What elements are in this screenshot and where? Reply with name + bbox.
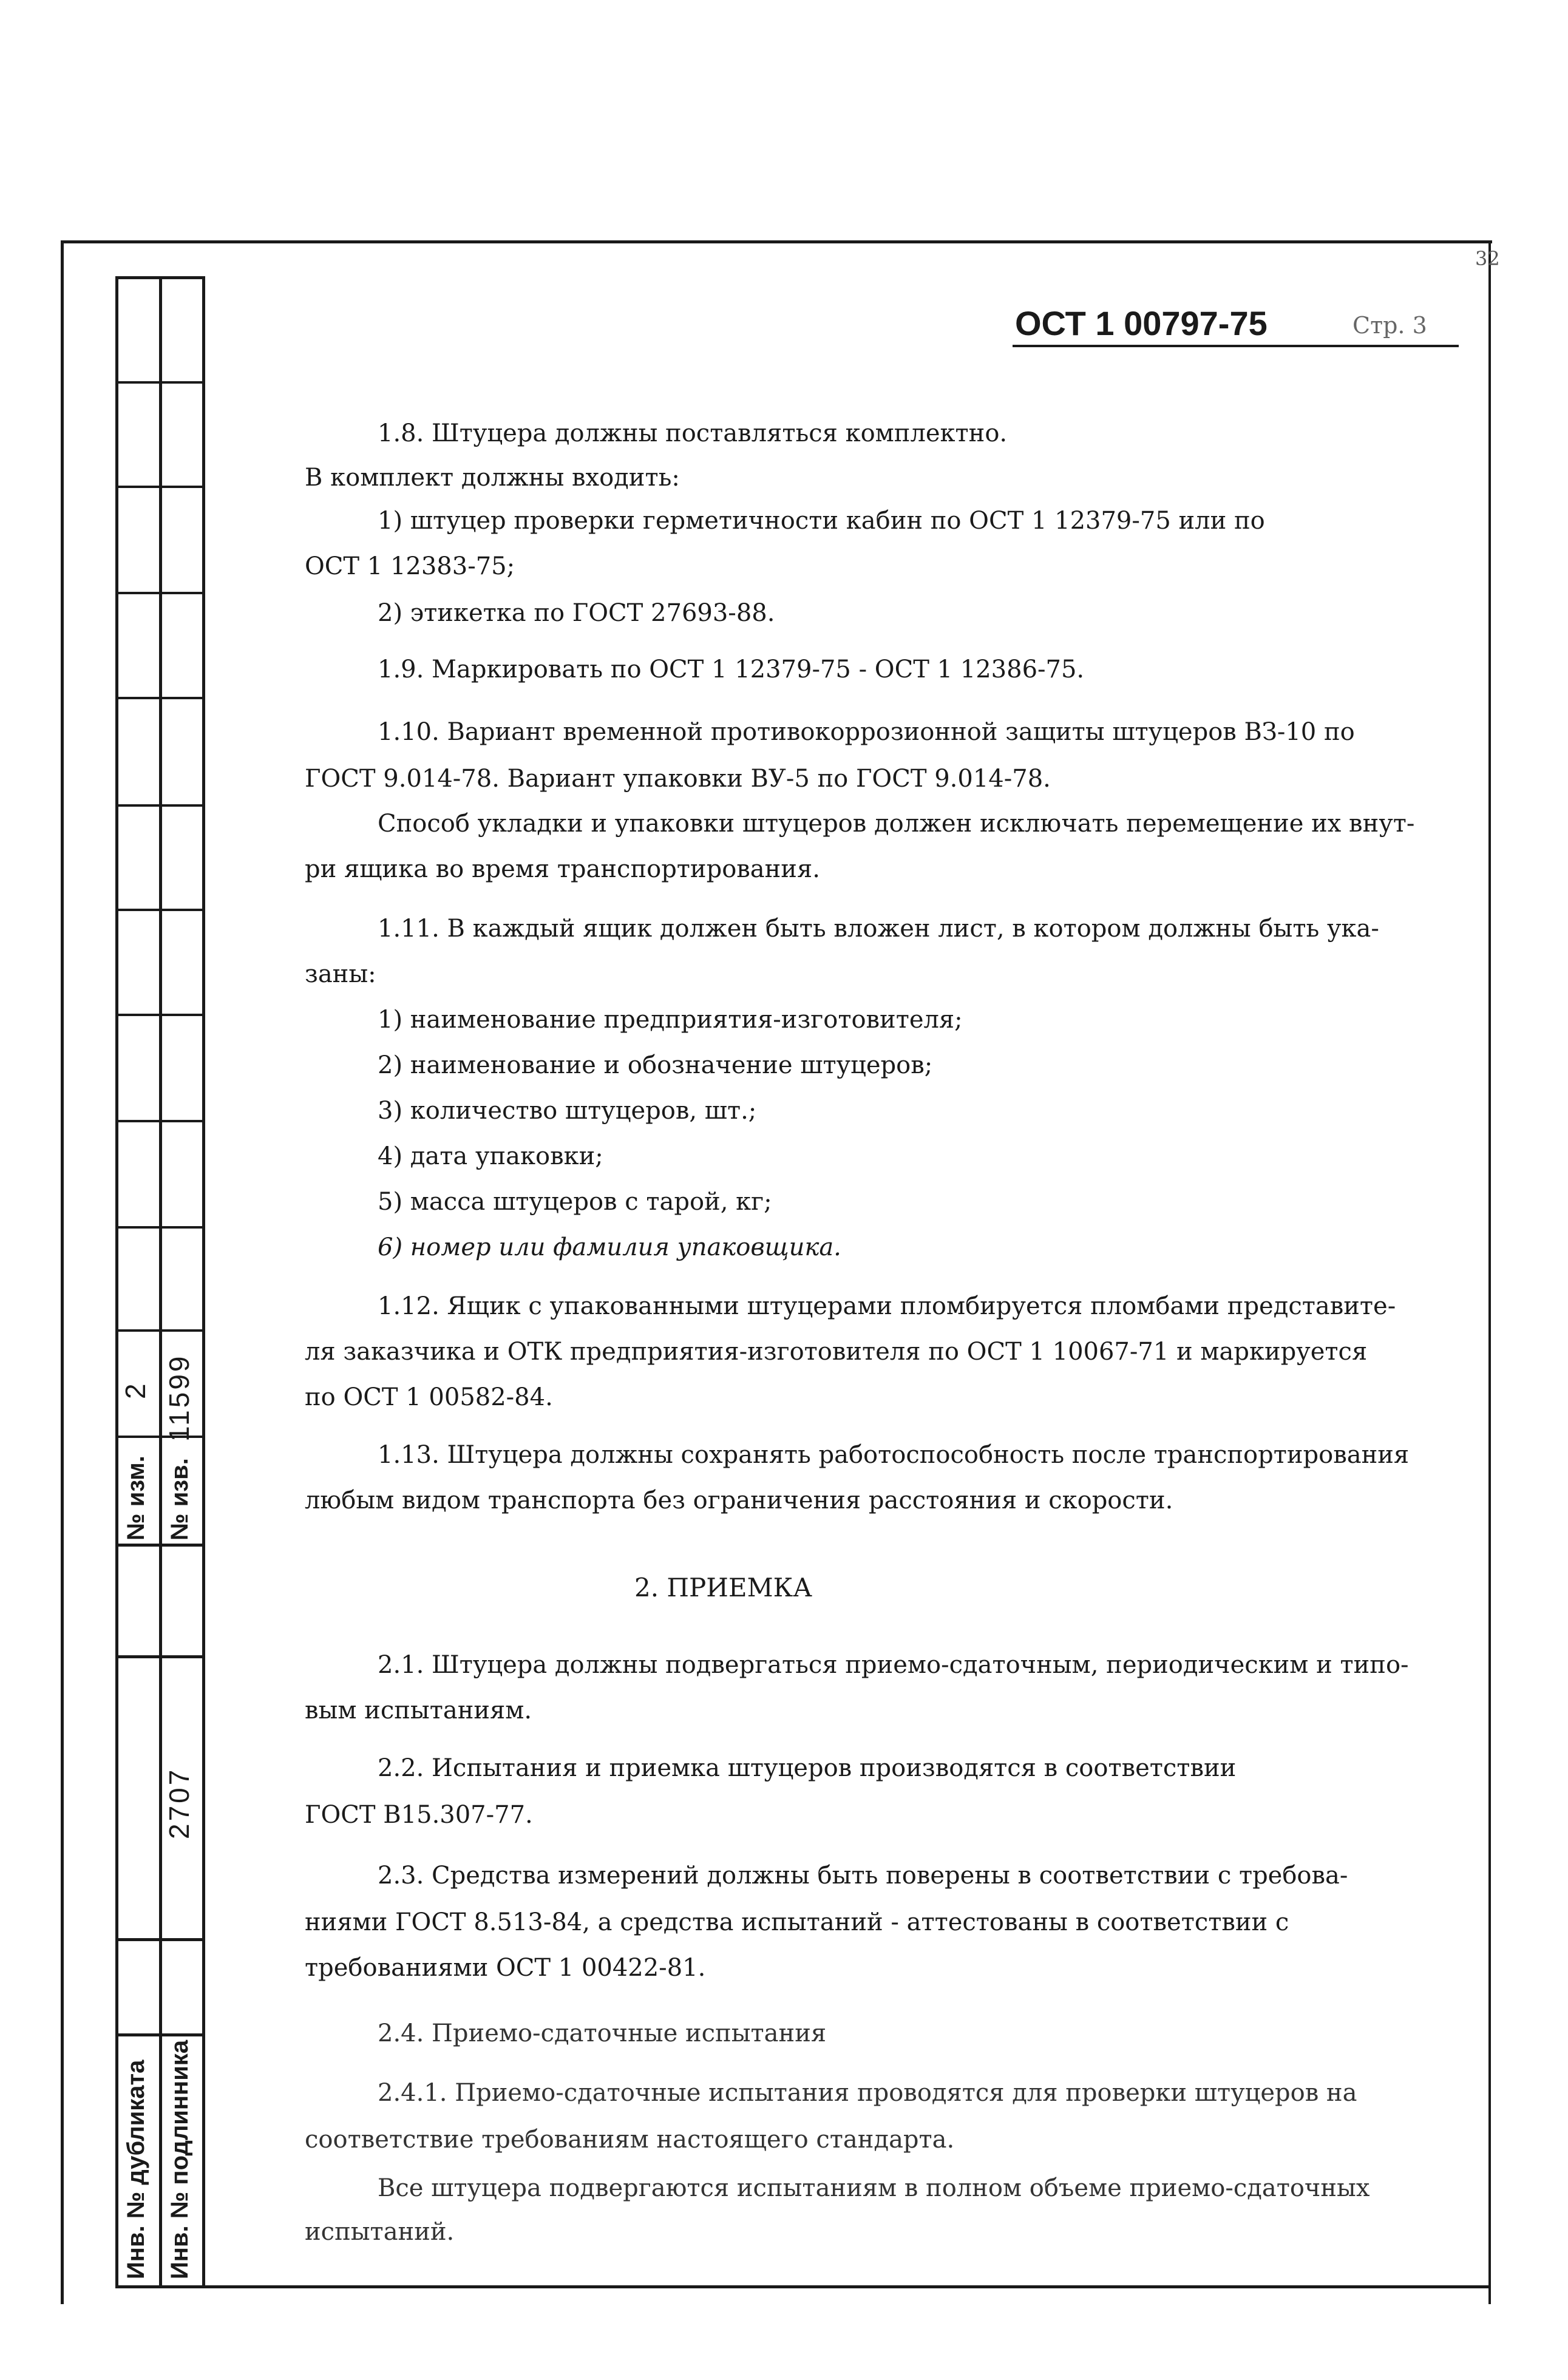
frame-left-border xyxy=(61,240,64,2304)
text-line: 1.11. В каждый ящик должен быть вложен лист, в котором должны быть ука- xyxy=(378,915,1379,943)
text-line: 1.13. Штуцера должны сохранять работоспособность после транспортирования xyxy=(378,1441,1410,1469)
text-line: 2) этикетка по ГОСТ 27693-88. xyxy=(378,599,775,627)
text-line: соответствие требованиям настоящего стандарта. xyxy=(305,2126,955,2154)
page-label: Стр. 3 xyxy=(1352,312,1427,339)
text-line: любым видом транспорта без ограничения расстояния и скорости. xyxy=(305,1487,1173,1514)
stamp-row-5 xyxy=(115,804,205,807)
text-line: 2) наименование и обозначение штуцеров; xyxy=(378,1051,933,1079)
text-line: 2.4. Приемо-сдаточные испытания xyxy=(378,2019,827,2047)
text-line: В комплект должны входить: xyxy=(305,464,680,492)
stamp-top-line xyxy=(115,276,205,279)
stamp-row-13 xyxy=(115,1655,205,1658)
stamp-row-3 xyxy=(115,592,205,594)
text-line: Все штуцера подвергаются испытаниям в полном объеме приемо-сдаточных xyxy=(378,2174,1370,2202)
text-line: ГОСТ В15.307-77. xyxy=(305,1801,533,1829)
header-underline xyxy=(1013,345,1459,347)
stamp-row-4 xyxy=(115,697,205,699)
text-line: ГОСТ 9.014-78. Вариант упаковки ВУ-5 по ГОСТ 9.014-78. xyxy=(305,765,1051,793)
text-line: по ОСТ 1 00582-84. xyxy=(305,1383,553,1411)
text-line: ри ящика во время транспортирования. xyxy=(305,855,820,883)
section-heading: 2. ПРИЕМКА xyxy=(634,1573,812,1602)
corner-page-number: 32 xyxy=(1475,247,1500,270)
text-line: вым испытаниям. xyxy=(305,1697,532,1724)
frame-right-border xyxy=(1488,240,1491,2304)
stamp-row-1 xyxy=(115,381,205,384)
standard-designation: ОСТ 1 00797-75 xyxy=(1015,304,1268,342)
text-line: 4) дата упаковки; xyxy=(378,1142,603,1170)
text-line: 2.4.1. Приемо-сдаточные испытания проводятся для проверки штуцеров на xyxy=(378,2079,1357,2107)
stamp-row-7 xyxy=(115,1014,205,1016)
text-line: 3) количество штуцеров, шт.; xyxy=(378,1097,757,1125)
text-line: 1.8. Штуцера должны поставляться комплектно. xyxy=(378,419,1008,447)
text-line: ОСТ 1 12383-75; xyxy=(305,552,515,580)
stamp-col-line-1 xyxy=(115,276,118,2288)
stamp-row-2 xyxy=(115,486,205,488)
text-line: 5) масса штуцеров с тарой, кг; xyxy=(378,1188,772,1216)
notice-number-value: 11599 xyxy=(163,1354,195,1442)
stamp-row-9 xyxy=(115,1226,205,1229)
change-number-label: № изм. xyxy=(123,1456,149,1541)
stamp-row-12 xyxy=(115,1544,205,1547)
text-line: Способ укладки и упаковки штуцеров должен исключать перемещение их внут- xyxy=(378,810,1415,838)
text-line: 2.2. Испытания и приемка штуцеров производятся в соответствии xyxy=(378,1754,1237,1782)
text-line: 1.9. Маркировать по ОСТ 1 12379-75 - ОСТ 1 12386-75. xyxy=(378,656,1085,683)
frame-bottom-border xyxy=(115,2285,1491,2288)
text-line: 1) наименование предприятия-изготовителя; xyxy=(378,1006,963,1034)
stamp-row-8 xyxy=(115,1120,205,1122)
text-line: требованиями ОСТ 1 00422-81. xyxy=(305,1954,706,1982)
notice-number-label: № изв. xyxy=(166,1458,193,1541)
original-inventory-label: Инв. № подлинника xyxy=(166,2039,193,2279)
text-line: ля заказчика и ОТК предприятия-изготовителя по ОСТ 1 10067-71 и маркируется xyxy=(305,1338,1368,1366)
text-line: 2.1. Штуцера должны подвергаться приемо-сдаточным, периодическим и типо- xyxy=(378,1651,1409,1679)
stamp-row-14 xyxy=(115,1938,205,1941)
text-line: 1.12. Ящик с упакованными штуцерами пломбируется пломбами представите- xyxy=(378,1292,1396,1320)
text-line: 1.10. Вариант временной противокоррозионной защиты штуцеров ВЗ-10 по xyxy=(378,718,1355,746)
change-number-value: 2 xyxy=(120,1381,151,1399)
text-line: заны: xyxy=(305,960,376,988)
text-line: 2.3. Средства измерений должны быть поверены в соответствии с требова- xyxy=(378,1862,1348,1890)
text-line: ниями ГОСТ 8.513-84, а средства испытаний - аттестованы в соответствии с xyxy=(305,1908,1289,1936)
stamp-row-10 xyxy=(115,1329,205,1332)
duplicate-inventory-label: Инв. № дубликата xyxy=(123,2060,149,2279)
text-line: 6) номер или фамилия упаковщика. xyxy=(378,1233,841,1261)
text-line: 1) штуцер проверки герметичности кабин по ОСТ 1 12379-75 или по xyxy=(378,507,1265,535)
stamp-row-15 xyxy=(115,2033,205,2036)
frame-top-border xyxy=(61,240,1492,243)
stamp-row-6 xyxy=(115,909,205,911)
stamp-col-line-2 xyxy=(159,276,162,2288)
original-inventory-value: 2707 xyxy=(163,1767,195,1839)
text-line: испытаний. xyxy=(305,2218,455,2246)
stamp-col-line-3 xyxy=(202,276,205,2288)
